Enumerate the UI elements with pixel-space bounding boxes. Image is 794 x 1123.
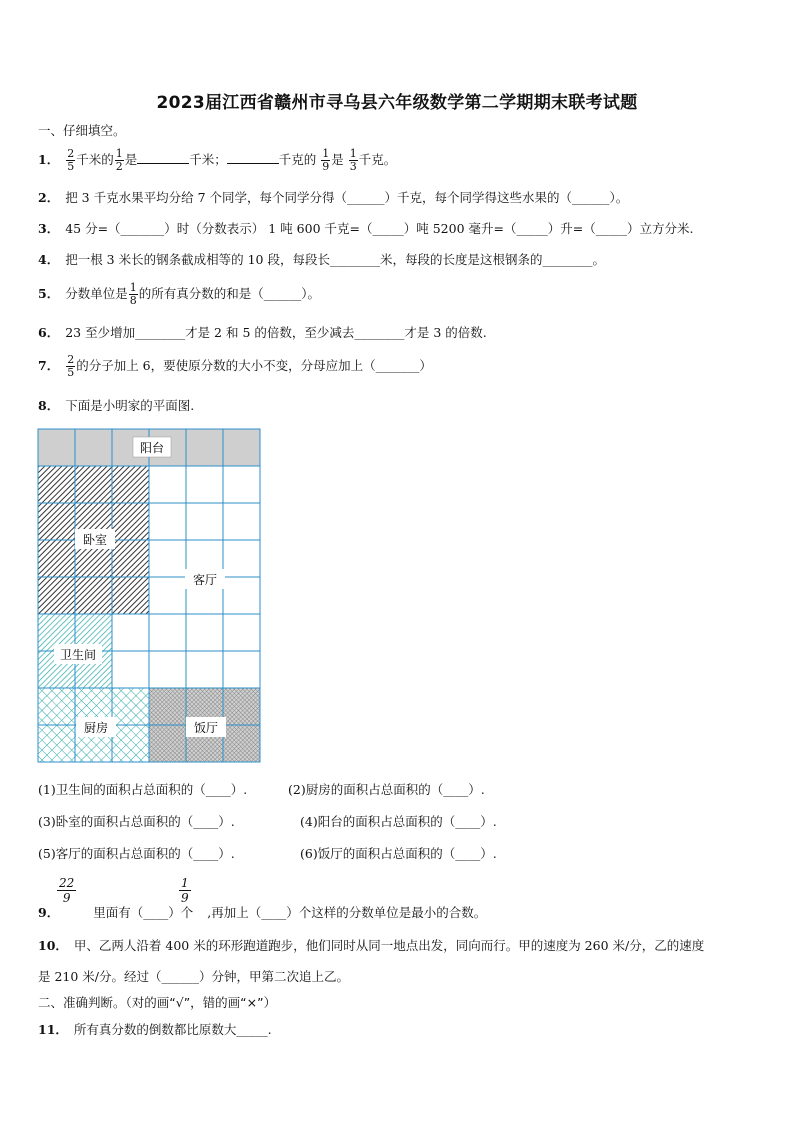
label-living-room: 客厅	[192, 573, 218, 587]
question-5: 5． 分数单位是 $\frac{1}{8}$ 的所有真分数的和是（______）。	[38, 281, 320, 307]
question-text: 45 分=（_______）时（分数表示） 1 吨 600 千克=（_____）吨 5200 毫升=（_____）升=（_____）立方分米.	[65, 221, 694, 236]
fraction: $\frac{1}{2}$	[115, 147, 123, 173]
label-bedroom: 卧室	[82, 533, 108, 547]
question-number: 3．	[38, 221, 60, 236]
answer-blank[interactable]	[137, 151, 189, 164]
question-number: 1．	[38, 152, 60, 167]
fraction: $\frac{1}{9}$	[322, 147, 330, 173]
question-9: 9． 里面有（____）个 ,再加上（____）个这样的分数单位是最小的合数。	[38, 905, 487, 920]
fraction: $\frac{1}{8}$	[129, 281, 137, 307]
question-7: 7． $\frac{2}{5}$ 的分子加上 6，要使原分数的大小不变，分母应加上（_______）	[38, 353, 432, 379]
question-10	[38, 936, 704, 954]
sub-question-4: (4)阳台的面积占总面积的（____）.	[300, 814, 497, 829]
label-dining: 饭厅	[193, 721, 219, 735]
question-number: 9．	[38, 905, 60, 920]
question-1: 1． $\frac{2}{5}$ 千米的 $\frac{1}{2}$ 是 千米； 千克的 $\frac{1}{9}$ 是 $\frac{1}{3}$ 千克。	[38, 147, 397, 173]
section-heading-judge: 二、准确判断。（对的画“√”，错的画“×”）	[38, 995, 277, 1010]
question-number: 11．	[38, 1022, 68, 1037]
question-text: 23 至少增加________才是 2 和 5 的倍数，至少减去________才是 3 的倍数.	[65, 325, 487, 340]
question-text: 甲、乙两人沿着 400 米的环形跑道跑步，他们同时从同一地点出发，同向而行。甲的速度为 260 米/分，乙的速度	[73, 938, 705, 953]
label-kitchen: 厨房	[83, 721, 109, 735]
fraction: $\frac{2}{5}$	[67, 147, 75, 173]
question-6	[38, 323, 487, 341]
question-10-continued: 是 210 米/分。经过（______）分钟，甲第二次追上乙。	[38, 969, 350, 984]
question-number: 5．	[38, 286, 60, 301]
question-text: 把一根 3 米长的钢条截成相等的 10 段，每段长________米，每段的长度是这根钢条的________。	[65, 252, 605, 267]
question-4	[38, 250, 605, 268]
question-number: 6．	[38, 325, 60, 340]
section-heading-fill: 一、仔细填空。	[38, 123, 126, 138]
question-number: 8．	[38, 398, 60, 413]
question-3	[38, 219, 693, 237]
fraction: 1 9	[181, 876, 189, 905]
question-2	[38, 188, 628, 206]
question-text: 下面是小明家的平面图.	[65, 398, 195, 413]
sub-question-3: (3)卧室的面积占总面积的（____）.	[38, 814, 235, 829]
question-8	[38, 396, 194, 414]
sub-question-2: (2)厨房的面积占总面积的（____）.	[288, 782, 485, 797]
question-number: 2．	[38, 190, 60, 205]
question-number: 10．	[38, 938, 68, 953]
question-number: 7．	[38, 358, 60, 373]
sub-question-1: (1)卫生间的面积占总面积的（____）.	[38, 782, 248, 797]
question-11	[38, 1020, 272, 1038]
answer-blank[interactable]	[227, 151, 279, 164]
question-text: 所有真分数的倒数都比原数大_____.	[73, 1022, 272, 1037]
label-bathroom: 卫生间	[59, 648, 97, 662]
sub-question-6: (6)饭厅的面积占总面积的（____）.	[300, 846, 497, 861]
fraction: 22 9	[59, 876, 75, 905]
label-balcony: 阳台	[139, 441, 165, 455]
page-title: 2023届江西省赣州市寻乌县六年级数学第二学期期末联考试题	[156, 93, 638, 113]
question-number: 4．	[38, 252, 60, 267]
fraction: $\frac{2}{5}$	[67, 353, 75, 379]
question-text: 把 3 千克水果平均分给 7 个同学，每个同学分得（______）千克，每个同学得这些水果的（______）。	[65, 190, 629, 205]
floor-plan	[37, 428, 263, 765]
sub-question-5: (5)客厅的面积占总面积的（____）.	[38, 846, 235, 861]
fraction: $\frac{1}{3}$	[349, 147, 357, 173]
